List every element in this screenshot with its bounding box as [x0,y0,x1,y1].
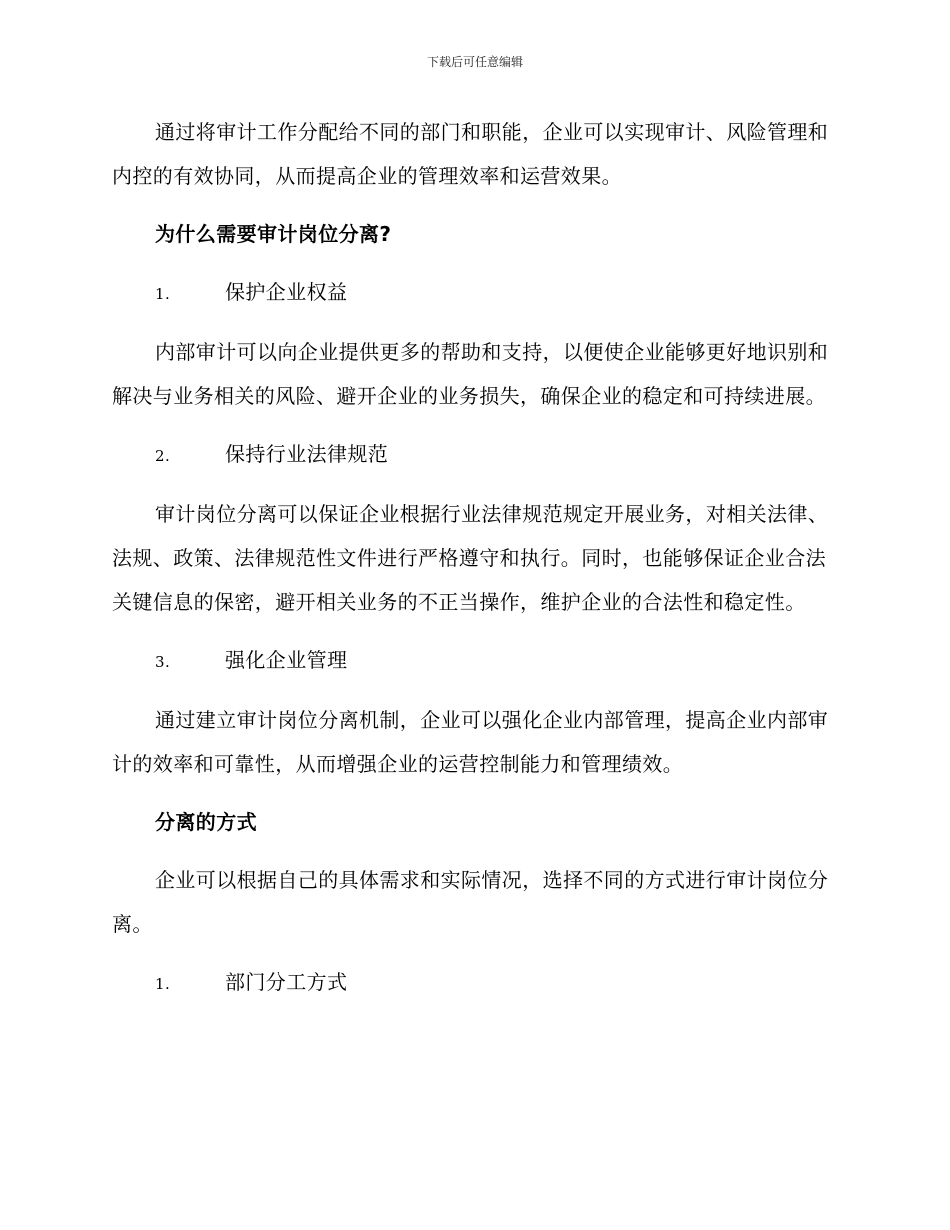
list-number: 1. [155,285,171,303]
list-item-label: 保护企业权益 [225,280,348,304]
paragraph-methods: 企业可以根据自己的具体需求和实际情况，选择不同的方式进行审计岗位分离。 [112,868,829,936]
section-heading-methods: 分离的方式 [155,810,257,834]
list-item-label: 部门分工方式 [225,970,348,994]
list-item-protect-rights [112,270,832,316]
list-item-strengthen-management [112,638,832,684]
paragraph-strengthen-management: 通过建立审计岗位分离机制，企业可以强化企业内部管理，提高企业内部审计的效率和可靠性，从而增强企业的运营控制能力和管理绩效。 [112,708,829,776]
list-item-label: 保持行业法律规范 [225,442,389,466]
paragraph-intro: 通过将审计工作分配给不同的部门和职能，企业可以实现审计、风险管理和内控的有效协同，从而提高企业的管理效率和运营效果。 [112,120,829,188]
list-item-label: 强化企业管理 [225,648,348,672]
list-number: 1. [155,975,171,993]
list-number: 2. [155,447,171,465]
document-body [112,110,832,1020]
section-heading-why: 为什么需要审计岗位分离? [155,222,392,246]
list-item-legal-norms [112,432,832,478]
paragraph-protect-rights: 内部审计可以向企业提供更多的帮助和支持，以便使企业能够更好地识别和解决与业务相关的风险、避开企业的业务损失，确保企业的稳定和可持续进展。 [112,340,829,408]
paragraph-legal-norms: 审计岗位分离可以保证企业根据行业法律规范规定开展业务，对相关法律、法规、政策、法律规范性文件进行严格遵守和执行。同时，也能够保证企业合法关键信息的保密，避开相关业务的不正当操作，维护企业的合法性和稳定性。 [112,502,829,614]
page-header: 下载后可任意编辑 [426,55,523,69]
list-number: 3. [155,653,171,671]
list-item-department-division [112,960,832,1006]
